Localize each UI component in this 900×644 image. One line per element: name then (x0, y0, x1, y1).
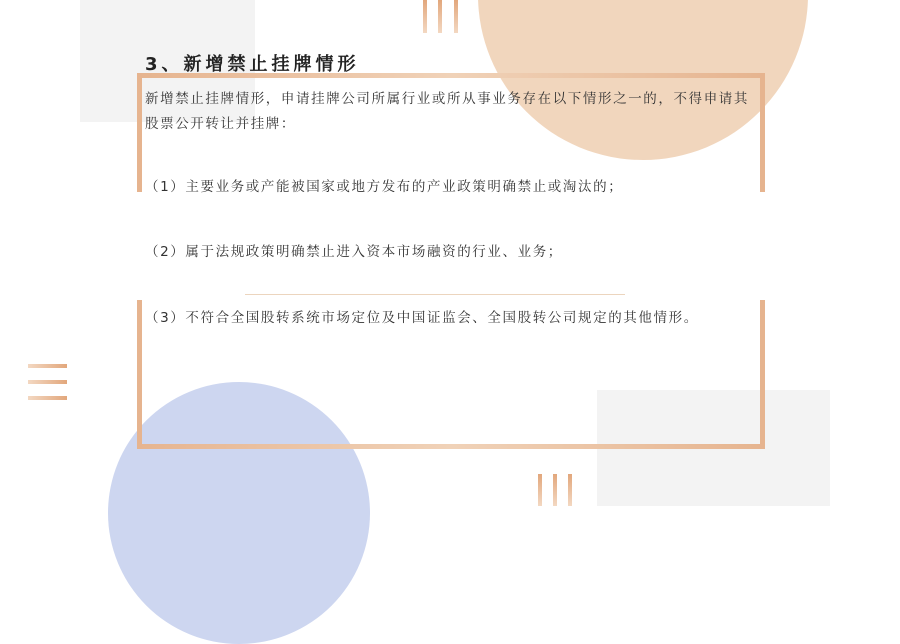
list-item: （1）主要业务或产能被国家或地方发布的产业政策明确禁止或淘汰的； (145, 179, 624, 195)
decor-stripe (423, 0, 427, 33)
intro-paragraph: 新增禁止挂牌情形，申请挂牌公司所属行业或所从事业务存在以下情形之一的，不得申请其股票公开转让并挂牌： (145, 91, 749, 132)
decor-stripe (28, 364, 67, 368)
decor-blue-circle (108, 382, 370, 644)
decor-stripe (553, 474, 557, 506)
frame-right-border (760, 73, 765, 192)
divider-line (245, 294, 625, 295)
decor-stripe (28, 380, 67, 384)
decor-stripe (28, 396, 67, 400)
frame-bottom-border (137, 444, 765, 449)
decor-stripe (538, 474, 542, 506)
list-item: （2）属于法规政策明确禁止进入资本市场融资的行业、业务； (145, 244, 563, 260)
frame-left-border (137, 300, 142, 449)
decor-stripe (454, 0, 458, 33)
list-item: （3）不符合全国股转系统市场定位及中国证监会、全国股转公司规定的其他情形。 (145, 310, 699, 326)
decor-stripe (438, 0, 442, 33)
frame-right-border (760, 300, 765, 449)
frame-left-border (137, 73, 142, 192)
decor-stripe (568, 474, 572, 506)
section-title: 3、新增禁止挂牌情形 (145, 54, 360, 75)
